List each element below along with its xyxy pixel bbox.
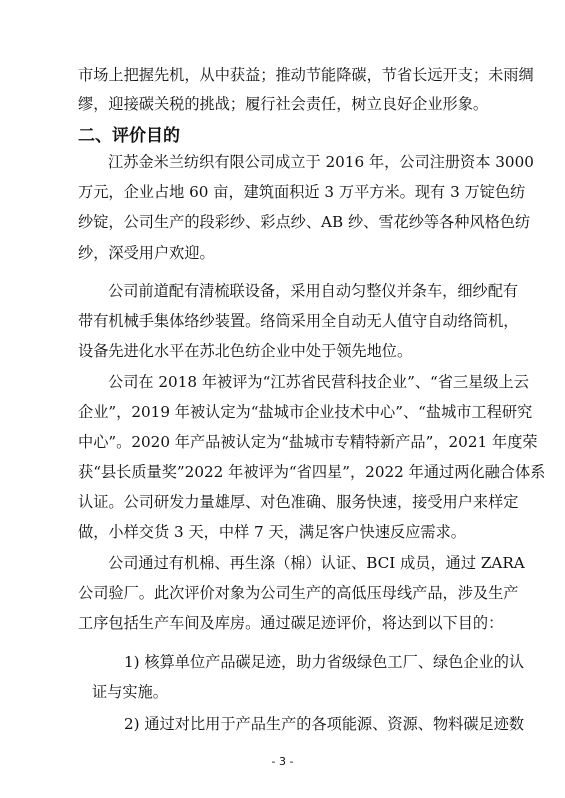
paragraph-line: 纱锭，公司生产的段彩纱、彩点纱、AB 纱、雪花纱等各种风格色纺 <box>78 213 531 231</box>
list-item: 1) 核算单位产品碳足迹，助力省级绿色工厂、绿色企业的认 <box>124 653 525 671</box>
paragraph-line: 公司通过有机棉、再生涤（棉）认证、BCI 成员，通过 ZARA <box>108 554 525 572</box>
paragraph-line: 企业”，2019 年被认定为“盐城市企业技术中心”、“盐城市工程研究 <box>78 403 533 421</box>
list-item-continuation: 证与实施。 <box>92 683 168 701</box>
paragraph-line: 做，小样交货 3 天，中样 7 天，满足客户快速反应需求。 <box>78 523 466 541</box>
paragraph-line: 认证。公司研发力量雄厚、对色准确、服务快速，接受用户来样定 <box>78 493 519 511</box>
page-number: - 3 - <box>271 755 294 768</box>
paragraph-line: 工序包括生产车间及库房。通过碳足迹评价，将达到以下目的： <box>78 614 504 632</box>
paragraph-line: 公司在 2018 年被评为“江苏省民营科技企业”、“省三星级上云 <box>108 373 529 391</box>
paragraph-line: 纱，深受用户欢迎。 <box>78 244 215 262</box>
paragraph-line: 设备先进化水平在苏北色纺企业中处于领先地位。 <box>78 342 413 360</box>
section-heading: 二、评价目的 <box>78 126 180 146</box>
paragraph-line: 江苏金米兰纺织有限公司成立于 2016 年，公司注册资本 3000 <box>108 153 534 171</box>
text-line: 市场上把握先机，从中获益；推动节能降碳，节省长远开支；未雨绸 <box>78 66 534 84</box>
list-item: 2) 通过对比用于产品生产的各项能源、资源、物料碳足迹数 <box>124 715 525 733</box>
paragraph-line: 带有机械手集体络纱装置。络筒采用全自动无人值守自动络筒机， <box>78 312 519 330</box>
paragraph-line: 公司验厂。此次评价对象为公司生产的高低压母线产品，涉及生产 <box>78 584 519 602</box>
paragraph-line: 中心”。2020 年产品被认定为“盐城市专精特新产品”，2021 年度荣 <box>78 433 538 451</box>
paragraph-line: 万元，企业占地 60 亩，建筑面积近 3 万平方米。现有 3 万锭色纺 <box>78 183 526 201</box>
text-line: 缪，迎接碳关税的挑战；履行社会责任，树立良好企业形象。 <box>78 95 489 113</box>
paragraph-line: 公司前道配有清梳联设备，采用自动匀整仪并条车，细纱配有 <box>108 282 519 300</box>
paragraph-line: 获“县长质量奖”2022 年被评为“省四星”，2022 年通过两化融合体系 <box>78 463 546 481</box>
